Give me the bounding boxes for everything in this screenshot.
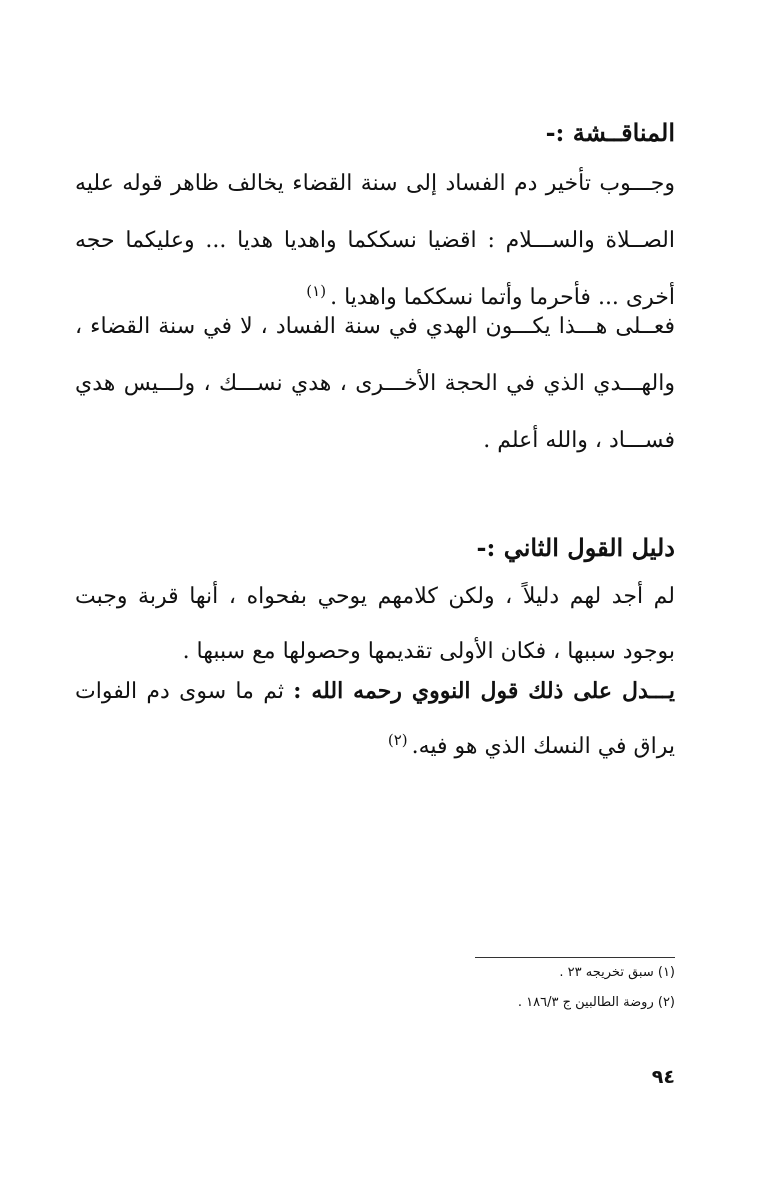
discussion-paragraph-2-text: فعــلى هـــذا يكـــون الهدي في سنة الفساد ، لا في سنة القضاء ، والهـــدي الذي في الحجة الأخـــرى ، هدي نســـك ، ولـــيس هدي فســـاد ، والله أعلم . bbox=[75, 314, 675, 453]
page-number: ٩٤ bbox=[651, 1066, 675, 1088]
discussion-paragraph-1-text: وجـــوب تأخير دم الفساد إلى سنة القضاء يخالف ظاهر قوله عليه الصــلاة والســـلام : اقضيا نسككما واهديا هديا ... وعليكما حجه أخرى ... فأحرما وأتما نسككما واهديا . bbox=[75, 171, 675, 310]
section-heading-discussion: المناقــشة :- bbox=[545, 118, 675, 147]
discussion-paragraph-2 bbox=[75, 298, 675, 469]
section-heading-second-opinion-evidence: دليل القول الثاني :- bbox=[476, 533, 675, 562]
evidence-paragraph-2-lead: يـــدل على ذلك قول النووي رحمه الله : bbox=[293, 678, 675, 704]
footnotes bbox=[275, 958, 675, 1018]
evidence-paragraph-1-text: لم أجد لهم دليلاً ، ولكن كلامهم يوحي بفحواه ، أنها قربة وجبت بوجود سببها ، فكان الأولى تقديمها وحصولها مع سببها . bbox=[75, 584, 675, 664]
evidence-paragraph-2-text: ثم ما سوى دم الفوات يراق في النسك الذي هو فيه. bbox=[75, 679, 675, 759]
evidence-paragraph-1 bbox=[75, 569, 675, 679]
footnote-marker-2: (٢) bbox=[387, 730, 408, 749]
footnote-2: (٢) روضة الطالبين ج ١٨٦/٣ . bbox=[517, 995, 675, 1010]
footnote-marker-1: (١) bbox=[306, 281, 327, 300]
footnote-1: (١) سبق تخريجه ٢٣ . bbox=[559, 965, 675, 980]
evidence-paragraph-2 bbox=[75, 664, 675, 774]
